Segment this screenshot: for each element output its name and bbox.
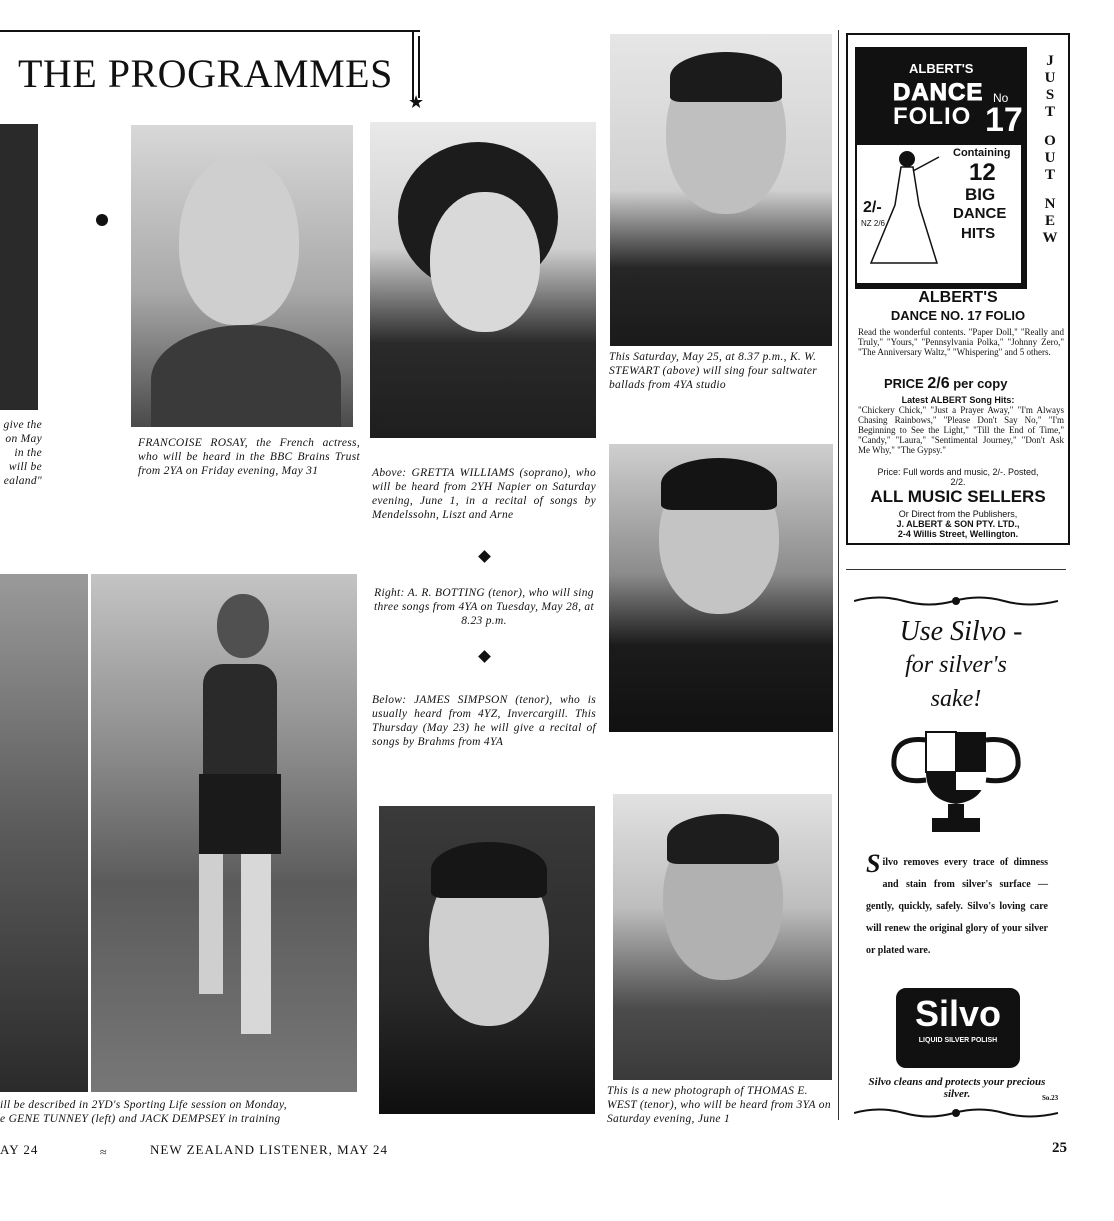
silvo-tagline: Silvo cleans and protects your precious silver. [868, 1076, 1046, 1100]
ad-alberts [846, 33, 1070, 545]
slogan-3: sake! [930, 686, 982, 712]
side-letter: U [1044, 150, 1056, 166]
silvo-body-text: ilvo removes every trace of dimness and stain from silver's surface — gently, quickly, safely. Silvo's loving care will renew the original glory of your silver or plated ware. [866, 857, 1048, 956]
silvo-brand-sub: LIQUID SILVER POLISH [918, 1037, 998, 1044]
photo-kw-stewart [610, 34, 832, 346]
address: 2-4 Willis Street, Wellington. [897, 529, 1019, 539]
cover-title-folio: FOLIO [893, 103, 972, 130]
cover-dance: DANCE [953, 205, 1007, 222]
price-label: PRICE [884, 376, 924, 391]
price-line [884, 375, 1007, 393]
side-letter: S [1045, 87, 1055, 103]
caption-stewart: This Saturday, May 25, at 8.37 p.m., K. W. STEWART (above) will sing four saltwater ballads from 4YA studio [609, 351, 818, 391]
caption-west: This is a new photograph of THOMAS E. WEST (tenor), who will be heard from 3YA on Saturday evening, June 1 [607, 1085, 831, 1125]
cover-containing: Containing [953, 147, 1011, 159]
cover-12: 12 [969, 159, 996, 186]
photo-francoise-rosay [131, 125, 353, 427]
diamond-separator [478, 550, 491, 563]
ink-blot [96, 214, 108, 226]
caption-boxing-line1: ill be described in 2YD's Sporting Life session on Monday, [0, 1099, 287, 1111]
direct-from: Or Direct from the Publishers, [898, 509, 1018, 519]
sellers: ALL MUSIC SELLERS [870, 487, 1046, 506]
header-rule-right2 [418, 36, 420, 98]
ad-subtitle: DANCE NO. 17 FOLIO [890, 308, 1026, 323]
caption-boxing-line2: e GENE TUNNEY (left) and JACK DEMPSEY in training [0, 1113, 281, 1125]
slogan-2: for silver's [905, 652, 1007, 678]
caption-simpson: Below: JAMES SIMPSON (tenor), who is usually heard from 4YZ, Invercargill. This Thursday (May 23) he will give a recital of songs by Brahms from 4YA [372, 694, 596, 748]
side-letter: N [1044, 196, 1056, 212]
column-divider [838, 30, 839, 1120]
cover-big: BIG [965, 185, 996, 204]
caption-rosay: FRANCOISE ROSAY, the French actress, who will be heard in the BBC Brains Trust from 2YA on Friday evening, May 31 [138, 437, 360, 477]
page-title: THE PROGRAMMES [18, 51, 393, 96]
photo-james-simpson [379, 806, 595, 1114]
footer-title: NEW ZEALAND LISTENER, MAY 24 [150, 1142, 389, 1157]
side-letter: J [1046, 53, 1054, 69]
page-number: 25 [1052, 1140, 1067, 1156]
ad-silvo [846, 590, 1068, 1122]
photo-boxing-left [0, 574, 88, 1092]
header-rule-right [412, 30, 414, 100]
slogan-1: Use Silvo - [899, 616, 1023, 647]
price-full: Price: Full words and music, 2/-. Posted, 2/2. [877, 467, 1039, 487]
side-letter: W [1042, 230, 1058, 246]
cover-number: 17 [985, 101, 1023, 139]
cover-hits: HITS [961, 225, 996, 242]
caption-botting: Right: A. R. BOTTING (tenor), who will sing three songs from 4YA on Tuesday, May 28, at 8.23 p.m. [374, 587, 594, 627]
ad-separator-rule [846, 569, 1066, 570]
silvo-logo [896, 988, 1020, 1068]
side-letter: T [1044, 167, 1055, 183]
cover-price-nz: NZ 2/6 [861, 219, 886, 228]
silvo-brand: Silvo [914, 993, 1002, 1034]
star-icon: ★ [408, 92, 425, 112]
side-letter: E [1044, 213, 1055, 229]
trophy-cup-icon [884, 726, 1028, 838]
publisher: J. ALBERT & SON PTY. LTD., [896, 519, 1020, 529]
cover-brand: ALBERT'S [909, 61, 974, 76]
caption-williams: Above: GRETTA WILLIAMS (soprano), who will be heard from 2YH Napier on Saturday evening, June 1, in a recital of songs by Mendelssohn, Liszt and Arne [372, 467, 596, 521]
price-suffix: per copy [953, 376, 1008, 391]
ad-contents: Read the wonderful contents. "Paper Doll," "Really and Truly," "Yours," "Pennsylvania Polka," "Johnny Zero," "The Anniversary Waltz," "Whispering" and 5 others. [858, 327, 1064, 357]
photo-gene-tunney [91, 574, 357, 1092]
diamond-separator [478, 650, 491, 663]
caption-left-fragment: give the on May in the will be ealand" [3, 419, 42, 487]
price-value: 2/6 [927, 375, 950, 392]
cover-price: 2/- [863, 199, 882, 216]
just-out-new-vertical [1038, 53, 1062, 247]
side-letter: O [1044, 133, 1056, 149]
cover-title-dance: DANCE [893, 79, 984, 106]
folio-cover [855, 47, 1027, 289]
side-letter: T [1044, 104, 1055, 120]
photo-cropped-left [0, 124, 38, 410]
silvo-body [866, 849, 1048, 962]
photo-ar-botting [609, 444, 833, 732]
ad-title: ALBERT'S [918, 289, 998, 306]
latest-hits-label: Latest ALBERT Song Hits: [901, 395, 1015, 405]
footer-left: AY 24 [0, 1142, 39, 1157]
footer-mark: ≈ [100, 1145, 107, 1159]
silvo-initial: S [866, 849, 881, 878]
side-letter: U [1044, 70, 1056, 86]
header-rule [0, 30, 420, 32]
ornament-top [854, 594, 1058, 608]
ornament-bottom [854, 1106, 1058, 1120]
photo-gretta-williams [370, 122, 596, 438]
cover-no-label: No [993, 91, 1009, 105]
hits-list: "Chickery Chick," "Just a Prayer Away," "I'm Always Chasing Rainbows," "Please Don't Say No," "I'm Beginning to See the Light," "Till the End of Time," "Candy," "Laura," "Sentimental Journey," "Don't Ask Me Why," "The Gypsy." [858, 405, 1064, 455]
silvo-code: So.23 [1042, 1094, 1059, 1102]
photo-thomas-west [613, 794, 832, 1080]
